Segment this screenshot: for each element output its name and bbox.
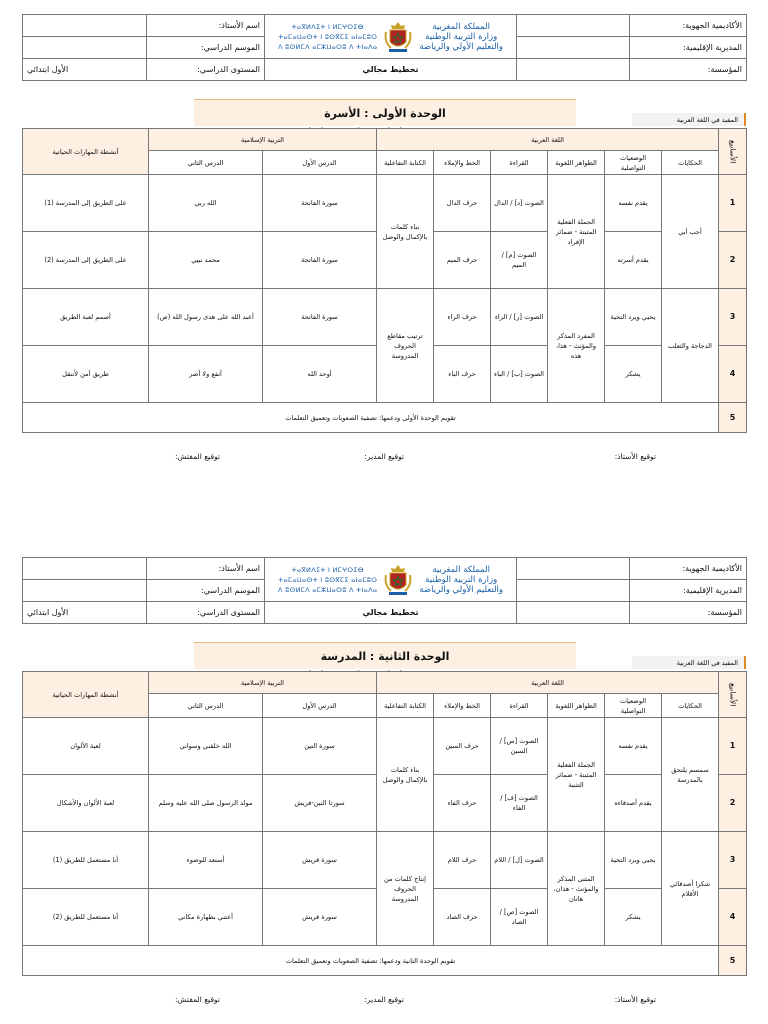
plan-title: تخطيط مجالي: [265, 602, 517, 624]
week-header: الأسابيع: [719, 672, 747, 718]
plan-title: تخطيط مجالي: [265, 59, 517, 81]
academy-label: الأكاديمية الجهوية:: [630, 558, 747, 580]
tifinagh-line1: ⵜⴰⴳⵍⴷⵉⵜ ⵏ ⵍⵎⵖⵔⵉⴱ: [291, 22, 364, 31]
story-cell: أحب أبي: [662, 175, 719, 289]
comm-cell: يحيي ويرد التحية: [605, 289, 662, 346]
table-row: [23, 832, 747, 889]
signatures: [22, 995, 746, 1009]
tifinagh-line1: ⵜⴰⴳⵍⴷⵉⵜ ⵏ ⵍⵎⵖⵔⵉⴱ: [291, 565, 364, 574]
teacher-value[interactable]: [23, 558, 147, 580]
col-stories: الحكايات: [662, 151, 719, 175]
lesson2-cell: أستعد للوضوء: [149, 832, 263, 889]
director-signature: توقيع المدير:: [364, 452, 404, 461]
reading-cell: الصوت [ل] / اللام: [491, 832, 548, 889]
life-skill-cell: على الطريق إلى المدرسة (2): [23, 232, 149, 289]
institution-label: المؤسسة:: [630, 59, 747, 81]
col-linguistic: الظواهر اللغوية: [548, 151, 605, 175]
unit-title: الوحدة الثانية : المدرسة: [194, 642, 576, 669]
writing-cell: حرف اللام: [434, 832, 491, 889]
kingdom-name: المملكة المغربية: [432, 21, 491, 32]
interactive-cell: ترتيب مقاطع الحروف المدروسة: [377, 289, 434, 403]
lesson2-cell: محمد نبيي: [149, 232, 263, 289]
lesson2-cell: أنفع ولا أضر: [149, 346, 263, 403]
reading-cell: الصوت [ص] / الصاد: [491, 889, 548, 946]
mufid-tag: المفيد في اللغة العربية: [632, 113, 746, 126]
institution-value[interactable]: [517, 59, 630, 81]
tifinagh-line3: ⴷ ⵓⵙⵍⵎⴷ ⴰⵎⵣⵡⴰⵔⵓ ⴷ ⵜⵏⴰⴷⴰ: [278, 585, 378, 594]
teacher-signature: توقيع الأستاذ:: [614, 452, 656, 461]
royal-emblem-icon: [383, 20, 413, 54]
life-skills-header: أنشطة المهارات الحياتية: [23, 672, 149, 718]
week-number: 5: [719, 946, 747, 976]
week-number: 1: [719, 718, 747, 775]
directorate-value[interactable]: [517, 37, 630, 59]
signatures: [22, 452, 746, 466]
tifinagh-line2: ⵜⴰⵎⴰⵡⴰⵙⵜ ⵏ ⵓⵙⴳⵎⵉ ⴰⵏⴰⵎⵓⵔ: [278, 32, 378, 41]
story-cell: الدجاجة والثعلب: [662, 289, 719, 403]
reading-cell: الصوت [م] / الميم: [491, 232, 548, 289]
ministry-line2: والتعليم الأولي والرياضة: [419, 41, 504, 52]
week-number: 2: [719, 232, 747, 289]
teacher-label: اسم الأستاذ:: [147, 15, 265, 37]
directorate-label: المديرية الإقليمية:: [630, 580, 747, 602]
evaluation-row: [23, 403, 747, 433]
arabic-group-header: اللغة العربية: [377, 672, 719, 694]
inspector-signature: توقيع المفتش:: [174, 452, 220, 461]
season-value[interactable]: [23, 37, 147, 59]
academy-value[interactable]: [517, 15, 630, 37]
lesson2-cell: الله ربي: [149, 175, 263, 232]
col-interactive: الكتابة التفاعلية: [377, 694, 434, 718]
header-table: [22, 14, 747, 81]
ministry-crest: [265, 15, 517, 59]
unit-1-plan-table: [22, 128, 747, 433]
tifinagh-line3: ⴷ ⵓⵙⵍⵎⴷ ⴰⵎⵣⵡⴰⵔⵓ ⴷ ⵜⵏⴰⴷⴰ: [278, 42, 378, 51]
reading-cell: الصوت [س] / السين: [491, 718, 548, 775]
comm-cell: يقدم نفسه: [605, 718, 662, 775]
lesson1-cell: سورة قريش: [263, 832, 377, 889]
evaluation-text: تقويم الوحدة الثانية ودعمها: تصفية الصعوبات وتعميق التعلمات: [23, 946, 719, 976]
col-reading: القراءة: [491, 151, 548, 175]
ministry-crest: [265, 558, 517, 602]
level-label: المستوى الدراسي:: [147, 602, 265, 624]
col-linguistic: الظواهر اللغوية: [548, 694, 605, 718]
week-number: 2: [719, 775, 747, 832]
comm-cell: يشكر: [605, 346, 662, 403]
lesson1-cell: سورة قريش: [263, 889, 377, 946]
writing-cell: حرف الميم: [434, 232, 491, 289]
academy-value[interactable]: [517, 558, 630, 580]
unit-1-sheet: [22, 14, 746, 474]
writing-cell: حرف السين: [434, 718, 491, 775]
linguistic-cell: المثنى المذكر والمؤنث - هذان، هاتان: [548, 832, 605, 946]
life-skill-cell: طريق آمن لأتنقل: [23, 346, 149, 403]
comm-cell: يقدم أسرته: [605, 232, 662, 289]
comm-cell: يقدم أصدقاءه: [605, 775, 662, 832]
lesson1-cell: أوحد الله: [263, 346, 377, 403]
col-writing: الخط والإملاء: [434, 694, 491, 718]
level-value: الأول ابتدائي: [23, 602, 147, 624]
writing-cell: حرف الصاد: [434, 889, 491, 946]
lesson1-cell: سورة الفاتحة: [263, 289, 377, 346]
arabic-group-header: اللغة العربية: [377, 129, 719, 151]
story-cell: سمسم يلتحق بالمدرسة: [662, 718, 719, 832]
week-number: 3: [719, 832, 747, 889]
teacher-signature: توقيع الأستاذ:: [614, 995, 656, 1004]
col-interactive: الكتابة التفاعلية: [377, 151, 434, 175]
lesson2-cell: أعتني بطهارة مكاني: [149, 889, 263, 946]
islamic-group-header: التربية الإسلامية: [149, 129, 377, 151]
life-skill-cell: أصمم لعبة الطريق: [23, 289, 149, 346]
life-skill-cell: لعبة الألوان: [23, 718, 149, 775]
reading-cell: الصوت [ب] / الباء: [491, 346, 548, 403]
life-skill-cell: على الطريق إلى المدرسة (1): [23, 175, 149, 232]
institution-value[interactable]: [517, 602, 630, 624]
week-number: 5: [719, 403, 747, 433]
life-skill-cell: أنا مستعمل للطريق (1): [23, 832, 149, 889]
reading-cell: الصوت [ف] / الفاء: [491, 775, 548, 832]
comm-cell: يشكر: [605, 889, 662, 946]
writing-cell: حرف الراء: [434, 289, 491, 346]
director-signature: توقيع المدير:: [364, 995, 404, 1004]
academy-label: الأكاديمية الجهوية:: [630, 15, 747, 37]
linguistic-cell: الجملة الفعلية المثبتة - ضمائر التثنية: [548, 718, 605, 832]
table-row: [23, 175, 747, 232]
reading-cell: الصوت [د] / الدال: [491, 175, 548, 232]
col-lesson2: الدرس الثاني: [149, 694, 263, 718]
unit-2-sheet: [22, 557, 746, 1017]
inspector-signature: توقيع المفتش:: [174, 995, 220, 1004]
comm-cell: يقدم نفسه: [605, 175, 662, 232]
tifinagh-line2: ⵜⴰⵎⴰⵡⴰⵙⵜ ⵏ ⵓⵙⴳⵎⵉ ⴰⵏⴰⵎⵓⵔ: [278, 575, 378, 584]
col-lesson1: الدرس الأول: [263, 151, 377, 175]
lesson1-cell: سورة التين: [263, 718, 377, 775]
season-label: الموسم الدراسي:: [147, 37, 265, 59]
lesson1-cell: سورة الفاتحة: [263, 232, 377, 289]
directorate-label: المديرية الإقليمية:: [630, 37, 747, 59]
evaluation-text: تقويم الوحدة الأولى ودعمها: تصفية الصعوبات وتعميق التعلمات: [23, 403, 719, 433]
week-number: 4: [719, 346, 747, 403]
islamic-group-header: التربية الإسلامية: [149, 672, 377, 694]
unit-2-plan-table: [22, 671, 747, 976]
ministry-line1: وزارة التربية الوطنية: [425, 31, 498, 42]
story-cell: شكرا أصدقائي الأقلام: [662, 832, 719, 946]
lesson1-cell: سورة الفاتحة: [263, 175, 377, 232]
ministry-line2: والتعليم الأولي والرياضة: [419, 584, 504, 595]
lesson1-cell: سورتا التين-قريش: [263, 775, 377, 832]
week-header: الأسابيع: [719, 129, 747, 175]
lesson2-cell: الله خلقني وسواني: [149, 718, 263, 775]
writing-cell: حرف الفاء: [434, 775, 491, 832]
writing-cell: حرف الباء: [434, 346, 491, 403]
ministry-line1: وزارة التربية الوطنية: [425, 574, 498, 585]
lesson2-cell: أعبد الله على هدى رسول الله (ص): [149, 289, 263, 346]
life-skill-cell: أنا مستعمل للطريق (2): [23, 889, 149, 946]
header-table: [22, 557, 747, 624]
directorate-value[interactable]: [517, 580, 630, 602]
unit-title: الوحدة الأولى : الأسرة: [194, 99, 576, 126]
level-value: الأول ابتدائي: [23, 59, 147, 81]
col-communication: الوضعيات التواصلية: [605, 694, 662, 718]
interactive-cell: إنتاج كلمات من الحروف المدروسة: [377, 832, 434, 946]
life-skill-cell: لعبة الألوان والأشكال: [23, 775, 149, 832]
col-lesson1: الدرس الأول: [263, 694, 377, 718]
table-row: [23, 289, 747, 346]
life-skills-header: أنشطة المهارات الحياتية: [23, 129, 149, 175]
season-value[interactable]: [23, 580, 147, 602]
col-communication: الوضعيات التواصلية: [605, 151, 662, 175]
teacher-label: اسم الأستاذ:: [147, 558, 265, 580]
interactive-cell: بناء كلمات بالإكمال والوصل: [377, 175, 434, 289]
col-stories: الحكايات: [662, 694, 719, 718]
reading-cell: الصوت [ر] / الراء: [491, 289, 548, 346]
lesson2-cell: مولد الرسول صلى الله عليه وسلم: [149, 775, 263, 832]
table-row: [23, 718, 747, 775]
interactive-cell: بناء كلمات بالإكمال والوصل: [377, 718, 434, 832]
kingdom-name: المملكة المغربية: [432, 564, 491, 575]
mufid-tag: المفيد في اللغة العربية: [632, 656, 746, 669]
institution-label: المؤسسة:: [630, 602, 747, 624]
writing-cell: حرف الدال: [434, 175, 491, 232]
teacher-value[interactable]: [23, 15, 147, 37]
week-number: 3: [719, 289, 747, 346]
col-writing: الخط والإملاء: [434, 151, 491, 175]
royal-emblem-icon: [383, 563, 413, 597]
col-reading: القراءة: [491, 694, 548, 718]
week-number: 1: [719, 175, 747, 232]
col-lesson2: الدرس الثاني: [149, 151, 263, 175]
season-label: الموسم الدراسي:: [147, 580, 265, 602]
week-number: 4: [719, 889, 747, 946]
level-label: المستوى الدراسي:: [147, 59, 265, 81]
linguistic-cell: المفرد المذكر والمؤنث - هذا، هذه: [548, 289, 605, 403]
comm-cell: يحيي ويرد التحية: [605, 832, 662, 889]
evaluation-row: [23, 946, 747, 976]
linguistic-cell: الجملة الفعلية المثبتة - ضمائر الإفراد: [548, 175, 605, 289]
